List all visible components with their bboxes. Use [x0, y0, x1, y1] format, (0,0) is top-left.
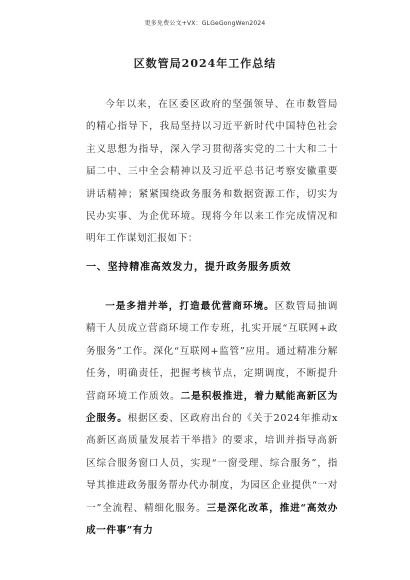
intro-paragraph: 今年以来，在区委区政府的坚强领导、在市数管局的精心指导下，我局坚持以习近平新时代中国特色社会主义思想为指导，深入学习贯彻落实党的二十大和二十届二中、三中全会精神以及习近平总书记考察安徽重要讲话精神；紧紧围绕政务服务和数据资源工作，切实为民办实事、为企优环境。现将今年以来工作完成情况和明年工作谋划汇报如下： — [86, 99, 338, 245]
section-1-paragraph — [86, 296, 338, 542]
document-title: 区数管局2024年工作总结 — [133, 57, 277, 70]
point-1-text: 区数管局抽调精干人员成立营商环境工作专班，扎实开展“互联网+政务服务”工作。深化“互联网+监管”应用。通过精准分解任务，明确责任，把握考核节点，定期调度，不断提升营商环境工作质效。 — [86, 301, 338, 402]
point-2-text: 根据区委、区政府出台的《关于2024年推动x高新区高质量发展若干举措》的要求，培训并指导高新区综合服务窗口人员，实现“一窗受理、综合服务”，指导其推进政务服务帮办代办制度，为园区企业提供“一对一”全流程、精细化服务。 — [86, 413, 338, 514]
lead-point-2: 二是积极推进，着力赋能高新区为企服务。 — [86, 390, 339, 425]
lead-point-1: 一是多措并举，打造最优营商环境。 — [105, 301, 275, 312]
header-note: 更多免费公文+VX：GLGeGongWen2024 — [144, 20, 266, 27]
lead-point-3: 三是深化改革，推进“高效办成一件事”有力 — [86, 502, 338, 537]
section-heading-1: 一、坚持精准高效发力，提升政务服务质效 — [86, 262, 292, 273]
